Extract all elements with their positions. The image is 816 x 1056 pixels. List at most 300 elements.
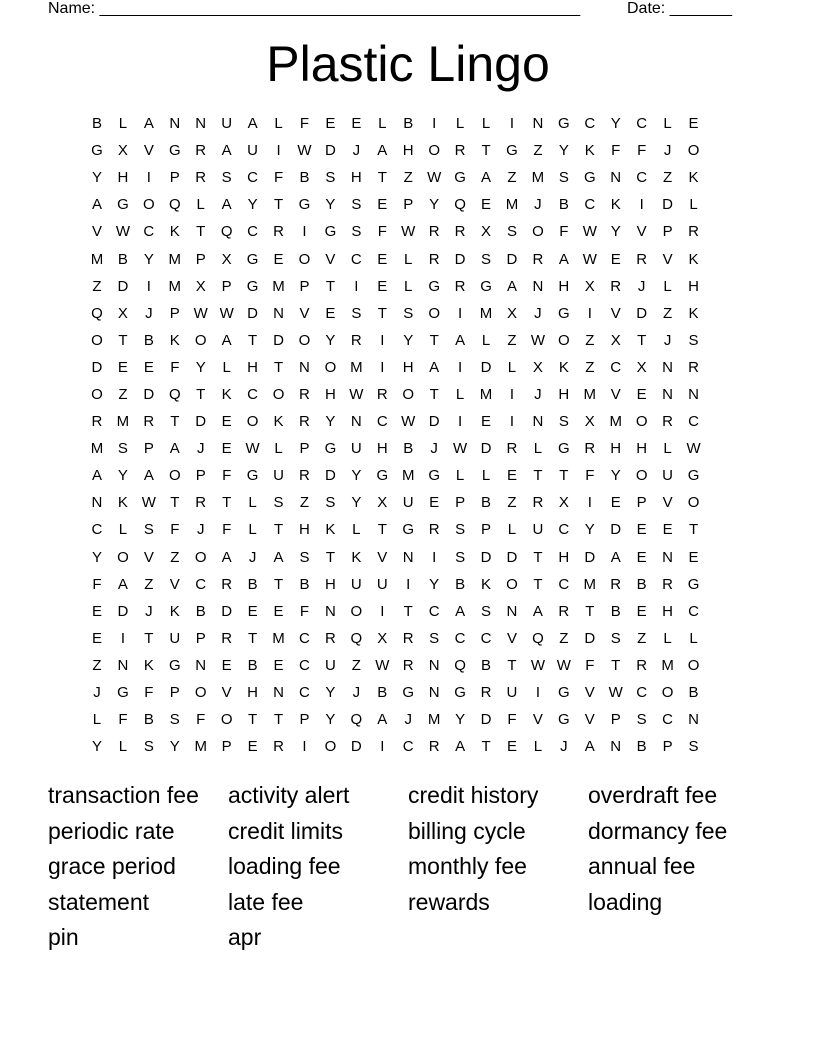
grid-letter[interactable]: V xyxy=(532,711,543,729)
grid-letter[interactable]: D xyxy=(662,196,674,214)
grid-letter[interactable]: D xyxy=(428,413,440,431)
grid-letter[interactable]: L xyxy=(378,115,387,133)
grid-letter[interactable]: B xyxy=(636,575,647,593)
grid-letter[interactable]: B xyxy=(688,684,699,702)
grid-letter[interactable]: V xyxy=(169,575,180,593)
grid-letter[interactable]: B xyxy=(91,115,102,133)
grid-letter[interactable]: L xyxy=(689,196,698,214)
grid-letter[interactable]: S xyxy=(273,494,284,512)
grid-letter[interactable]: C xyxy=(558,521,570,539)
grid-letter[interactable]: N xyxy=(299,358,310,376)
grid-letter[interactable]: F xyxy=(507,711,517,729)
grid-letter[interactable]: J xyxy=(560,738,568,756)
grid-letter[interactable]: N xyxy=(91,494,103,512)
grid-letter[interactable]: Q xyxy=(454,656,466,674)
grid-letter[interactable]: G xyxy=(246,250,259,268)
grid-letter[interactable]: B xyxy=(143,331,154,349)
grid-letter[interactable]: K xyxy=(558,358,569,376)
grid-letter[interactable]: R xyxy=(402,629,414,647)
grid-letter[interactable]: I xyxy=(380,602,385,620)
grid-letter[interactable]: H xyxy=(350,169,362,187)
grid-letter[interactable]: R xyxy=(636,656,648,674)
grid-letter[interactable]: E xyxy=(636,602,647,620)
grid-letter[interactable]: P xyxy=(221,738,232,756)
grid-letter[interactable]: H xyxy=(376,440,388,458)
grid-letter[interactable]: C xyxy=(247,223,259,241)
grid-letter[interactable]: O xyxy=(558,331,570,349)
grid-letter[interactable]: T xyxy=(144,629,154,647)
grid-letter[interactable]: N xyxy=(195,656,207,674)
grid-letter[interactable]: A xyxy=(455,602,466,620)
grid-letter[interactable]: Z xyxy=(585,331,595,349)
grid-letter[interactable]: U xyxy=(273,467,284,485)
grid-letter[interactable]: B xyxy=(299,575,310,593)
grid-letter[interactable]: R xyxy=(195,142,207,160)
grid-letter[interactable]: U xyxy=(247,142,259,160)
grid-letter[interactable]: W xyxy=(453,440,468,458)
grid-letter[interactable]: D xyxy=(636,304,648,322)
grid-letter[interactable]: C xyxy=(428,602,440,620)
grid-letter[interactable]: J xyxy=(663,142,672,160)
grid-letter[interactable]: C xyxy=(143,223,155,241)
grid-letter[interactable]: I xyxy=(276,142,281,160)
grid-letter[interactable]: J xyxy=(352,142,361,160)
grid-letter[interactable]: T xyxy=(377,521,387,539)
grid-letter[interactable]: M xyxy=(194,738,207,756)
grid-letter[interactable]: P xyxy=(169,169,180,187)
grid-letter[interactable]: Z xyxy=(507,169,517,187)
grid-letter[interactable]: I xyxy=(587,304,592,322)
grid-letter[interactable]: O xyxy=(402,385,415,403)
grid-letter[interactable]: K xyxy=(169,602,180,620)
grid-letter[interactable]: T xyxy=(273,575,284,593)
grid-letter[interactable]: S xyxy=(325,494,336,512)
grid-letter[interactable]: L xyxy=(663,115,672,133)
grid-letter[interactable]: A xyxy=(221,548,232,566)
grid-letter[interactable]: G xyxy=(454,684,466,702)
grid-letter[interactable]: M xyxy=(401,467,415,485)
grid-letter[interactable]: E xyxy=(273,602,284,620)
grid-letter[interactable]: J xyxy=(430,440,438,458)
grid-letter[interactable]: X xyxy=(584,277,595,295)
grid-letter[interactable]: L xyxy=(533,440,543,458)
grid-letter[interactable]: F xyxy=(196,711,206,729)
grid-letter[interactable]: S xyxy=(506,223,517,241)
grid-letter[interactable]: T xyxy=(559,467,569,485)
grid-letter[interactable]: U xyxy=(324,656,336,674)
grid-letter[interactable]: R xyxy=(532,494,544,512)
grid-letter[interactable]: V xyxy=(506,629,517,647)
grid-letter[interactable]: L xyxy=(481,115,491,133)
grid-letter[interactable]: K xyxy=(481,575,492,593)
grid-letter[interactable]: B xyxy=(403,115,414,133)
grid-letter[interactable]: T xyxy=(533,467,543,485)
grid-letter[interactable]: I xyxy=(432,548,437,566)
grid-letter[interactable]: L xyxy=(455,467,465,485)
grid-letter[interactable]: C xyxy=(350,250,362,268)
grid-letter[interactable]: P xyxy=(195,467,206,485)
grid-letter[interactable]: H xyxy=(610,440,622,458)
grid-letter[interactable]: A xyxy=(558,250,569,268)
grid-letter[interactable]: S xyxy=(299,548,310,566)
grid-letter[interactable]: T xyxy=(170,494,180,512)
grid-letter[interactable]: O xyxy=(687,142,700,160)
grid-letter[interactable]: L xyxy=(118,115,128,133)
grid-letter[interactable]: O xyxy=(687,494,700,512)
grid-letter[interactable]: O xyxy=(428,142,440,160)
grid-letter[interactable]: O xyxy=(272,385,285,403)
grid-letter[interactable]: S xyxy=(455,521,466,539)
grid-letter[interactable]: Z xyxy=(637,629,647,647)
grid-letter[interactable]: I xyxy=(587,494,592,512)
grid-letter[interactable]: O xyxy=(350,602,363,620)
grid-letter[interactable]: K xyxy=(610,196,621,214)
grid-letter[interactable]: I xyxy=(146,277,151,295)
grid-letter[interactable]: E xyxy=(481,413,492,431)
grid-letter[interactable]: K xyxy=(688,304,699,322)
grid-letter[interactable]: M xyxy=(272,277,285,295)
grid-letter[interactable]: L xyxy=(248,494,257,512)
grid-letter[interactable]: S xyxy=(481,602,492,620)
grid-letter[interactable]: T xyxy=(273,711,284,729)
grid-letter[interactable]: V xyxy=(143,142,154,160)
grid-letter[interactable]: J xyxy=(196,521,205,539)
grid-letter[interactable]: K xyxy=(688,169,699,187)
grid-letter[interactable]: T xyxy=(377,169,387,187)
grid-letter[interactable]: H xyxy=(636,440,648,458)
grid-letter[interactable]: H xyxy=(688,277,699,295)
grid-letter[interactable]: J xyxy=(637,277,646,295)
grid-letter[interactable]: N xyxy=(350,413,362,431)
grid-letter[interactable]: O xyxy=(324,738,337,756)
grid-letter[interactable]: O xyxy=(506,575,518,593)
grid-letter[interactable]: X xyxy=(584,413,595,431)
grid-letter[interactable]: U xyxy=(169,629,181,647)
grid-letter[interactable]: H xyxy=(402,358,414,376)
grid-letter[interactable]: X xyxy=(377,494,388,512)
grid-letter[interactable]: T xyxy=(325,548,335,566)
grid-letter[interactable]: L xyxy=(663,629,672,647)
grid-letter[interactable]: N xyxy=(610,738,622,756)
grid-letter[interactable]: T xyxy=(273,521,284,539)
grid-letter[interactable]: S xyxy=(481,250,492,268)
grid-letter[interactable]: A xyxy=(429,358,440,376)
grid-letter[interactable]: W xyxy=(115,223,130,241)
grid-letter[interactable]: T xyxy=(248,331,258,349)
grid-letter[interactable]: I xyxy=(535,684,540,702)
grid-letter[interactable]: C xyxy=(247,385,259,403)
grid-letter[interactable]: T xyxy=(222,494,232,512)
grid-letter[interactable]: T xyxy=(637,331,647,349)
grid-letter[interactable]: M xyxy=(350,358,363,376)
grid-letter[interactable]: Z xyxy=(507,494,517,512)
grid-letter[interactable]: K xyxy=(325,521,336,539)
grid-letter[interactable]: S xyxy=(688,738,699,756)
grid-letter[interactable]: B xyxy=(558,196,569,214)
grid-letter[interactable]: M xyxy=(583,575,597,593)
grid-letter[interactable]: G xyxy=(687,575,700,593)
grid-letter[interactable]: R xyxy=(454,277,466,295)
grid-letter[interactable]: D xyxy=(584,548,596,566)
grid-letter[interactable]: P xyxy=(481,521,492,539)
grid-letter[interactable]: G xyxy=(506,142,518,160)
grid-letter[interactable]: H xyxy=(247,684,259,702)
grid-letter[interactable]: Y xyxy=(584,521,595,539)
grid-letter[interactable]: I xyxy=(458,413,463,431)
grid-letter[interactable]: V xyxy=(662,250,673,268)
grid-letter[interactable]: Y xyxy=(351,467,362,485)
grid-letter[interactable]: L xyxy=(404,250,413,268)
grid-letter[interactable]: K xyxy=(143,656,154,674)
grid-letter[interactable]: C xyxy=(636,684,648,702)
grid-letter[interactable]: P xyxy=(299,440,310,458)
grid-letter[interactable]: O xyxy=(635,467,648,485)
grid-letter[interactable]: R xyxy=(610,575,622,593)
grid-letter[interactable]: F xyxy=(637,142,647,160)
grid-letter[interactable]: Y xyxy=(610,223,621,241)
grid-letter[interactable]: O xyxy=(194,684,207,702)
grid-letter[interactable]: Y xyxy=(169,738,180,756)
grid-letter[interactable]: T xyxy=(325,277,335,295)
grid-letter[interactable]: R xyxy=(299,385,310,403)
grid-letter[interactable]: Z xyxy=(403,169,413,187)
grid-letter[interactable]: L xyxy=(533,738,543,756)
grid-letter[interactable]: R xyxy=(402,656,414,674)
grid-letter[interactable]: I xyxy=(380,358,385,376)
grid-letter[interactable]: X xyxy=(610,331,621,349)
grid-letter[interactable]: C xyxy=(610,358,622,376)
grid-letter[interactable]: N xyxy=(402,548,414,566)
grid-letter[interactable]: A xyxy=(221,196,232,214)
name-field-label[interactable]: Name: ______________________________________________________ xyxy=(48,0,581,17)
grid-letter[interactable]: S xyxy=(403,304,414,322)
grid-letter[interactable]: U xyxy=(350,575,362,593)
grid-letter[interactable]: G xyxy=(583,169,596,187)
grid-letter[interactable]: W xyxy=(582,250,597,268)
grid-letter[interactable]: O xyxy=(298,331,311,349)
grid-letter[interactable]: A xyxy=(143,467,154,485)
grid-letter[interactable]: D xyxy=(143,385,155,403)
grid-letter[interactable]: L xyxy=(507,521,517,539)
grid-letter[interactable]: G xyxy=(402,684,415,702)
grid-letter[interactable]: I xyxy=(302,738,307,756)
grid-letter[interactable]: X xyxy=(195,277,206,295)
grid-letter[interactable]: W xyxy=(582,223,597,241)
grid-letter[interactable]: Q xyxy=(350,711,363,729)
grid-letter[interactable]: T xyxy=(533,575,543,593)
grid-letter[interactable]: H xyxy=(324,575,336,593)
grid-letter[interactable]: R xyxy=(662,575,674,593)
grid-letter[interactable]: R xyxy=(195,169,207,187)
grid-letter[interactable]: N xyxy=(688,385,699,403)
grid-letter[interactable]: X xyxy=(117,142,128,160)
grid-letter[interactable]: Y xyxy=(247,196,258,214)
grid-letter[interactable]: T xyxy=(170,413,180,431)
grid-letter[interactable]: O xyxy=(91,385,103,403)
grid-letter[interactable]: D xyxy=(221,602,233,620)
grid-letter[interactable]: B xyxy=(610,602,621,620)
grid-letter[interactable]: R xyxy=(454,142,466,160)
grid-letter[interactable]: G xyxy=(298,196,311,214)
grid-letter[interactable]: N xyxy=(662,385,674,403)
grid-letter[interactable]: H xyxy=(117,169,129,187)
grid-letter[interactable]: L xyxy=(274,115,283,133)
grid-letter[interactable]: A xyxy=(455,331,466,349)
grid-letter[interactable]: X xyxy=(532,358,543,376)
grid-letter[interactable]: B xyxy=(195,602,206,620)
grid-letter[interactable]: F xyxy=(144,684,154,702)
grid-letter[interactable]: E xyxy=(377,277,388,295)
grid-letter[interactable]: W xyxy=(427,169,442,187)
grid-letter[interactable]: S xyxy=(688,331,699,349)
grid-letter[interactable]: N xyxy=(273,684,284,702)
grid-letter[interactable]: S xyxy=(221,169,232,187)
grid-letter[interactable]: R xyxy=(350,331,362,349)
grid-letter[interactable]: C xyxy=(376,413,388,431)
grid-letter[interactable]: L xyxy=(118,521,128,539)
grid-letter[interactable]: N xyxy=(506,602,518,620)
grid-letter[interactable]: L xyxy=(507,358,517,376)
grid-letter[interactable]: O xyxy=(143,196,155,214)
grid-letter[interactable]: Y xyxy=(558,142,569,160)
grid-letter[interactable]: G xyxy=(324,223,337,241)
grid-letter[interactable]: W xyxy=(530,331,545,349)
grid-letter[interactable]: T xyxy=(507,656,517,674)
grid-letter[interactable]: C xyxy=(636,169,648,187)
grid-letter[interactable]: R xyxy=(480,684,492,702)
grid-letter[interactable]: T xyxy=(585,602,595,620)
grid-letter[interactable]: Y xyxy=(325,684,336,702)
grid-letter[interactable]: L xyxy=(481,467,491,485)
grid-letter[interactable]: I xyxy=(509,385,515,403)
grid-letter[interactable]: J xyxy=(145,304,153,322)
grid-letter[interactable]: D xyxy=(480,358,492,376)
grid-letter[interactable]: N xyxy=(532,115,544,133)
grid-letter[interactable]: F xyxy=(273,169,284,187)
grid-letter[interactable]: A xyxy=(91,467,102,485)
grid-letter[interactable]: P xyxy=(299,277,310,295)
grid-letter[interactable]: Z xyxy=(299,494,310,512)
grid-letter[interactable]: G xyxy=(454,169,466,187)
grid-letter[interactable]: V xyxy=(91,223,102,241)
grid-letter[interactable]: L xyxy=(248,521,257,539)
grid-letter[interactable]: D xyxy=(350,738,362,756)
grid-letter[interactable]: T xyxy=(248,629,258,647)
grid-letter[interactable]: Y xyxy=(325,413,336,431)
grid-letter[interactable]: A xyxy=(91,196,102,214)
grid-letter[interactable]: D xyxy=(610,521,622,539)
grid-letter[interactable]: F xyxy=(92,575,102,593)
grid-letter[interactable]: H xyxy=(558,385,570,403)
grid-letter[interactable]: I xyxy=(509,115,515,133)
grid-letter[interactable]: J xyxy=(93,684,101,702)
grid-letter[interactable]: N xyxy=(532,277,544,295)
grid-letter[interactable]: W xyxy=(530,656,545,674)
grid-letter[interactable]: G xyxy=(168,142,181,160)
grid-letter[interactable]: C xyxy=(91,521,103,539)
grid-letter[interactable]: T xyxy=(118,331,128,349)
grid-letter[interactable]: K xyxy=(688,250,699,268)
grid-letter[interactable]: A xyxy=(117,575,128,593)
grid-letter[interactable]: S xyxy=(325,169,336,187)
grid-letter[interactable]: Q xyxy=(532,629,544,647)
grid-letter[interactable]: R xyxy=(584,440,596,458)
grid-letter[interactable]: I xyxy=(302,223,307,241)
grid-letter[interactable]: D xyxy=(324,142,336,160)
grid-letter[interactable]: C xyxy=(688,413,699,431)
grid-letter[interactable]: E xyxy=(351,115,362,133)
grid-letter[interactable]: J xyxy=(404,711,412,729)
grid-letter[interactable]: R xyxy=(688,223,699,241)
grid-letter[interactable]: T xyxy=(273,196,284,214)
grid-letter[interactable]: X xyxy=(221,250,232,268)
grid-letter[interactable]: V xyxy=(584,711,595,729)
grid-letter[interactable]: O xyxy=(91,331,103,349)
grid-letter[interactable]: R xyxy=(610,277,622,295)
grid-letter[interactable]: C xyxy=(480,629,492,647)
grid-letter[interactable]: D xyxy=(454,250,466,268)
grid-letter[interactable]: Y xyxy=(91,548,102,566)
grid-letter[interactable]: D xyxy=(506,250,518,268)
grid-letter[interactable]: N xyxy=(428,684,440,702)
grid-letter[interactable]: X xyxy=(117,304,128,322)
grid-letter[interactable]: I xyxy=(120,629,125,647)
grid-letter[interactable]: E xyxy=(377,250,388,268)
grid-letter[interactable]: T xyxy=(429,331,439,349)
grid-letter[interactable]: P xyxy=(403,196,414,214)
grid-letter[interactable]: S xyxy=(351,304,362,322)
grid-letter[interactable]: Z xyxy=(663,304,673,322)
grid-letter[interactable]: S xyxy=(351,223,362,241)
grid-letter[interactable]: E xyxy=(273,250,284,268)
grid-letter[interactable]: L xyxy=(92,711,102,729)
grid-letter[interactable]: O xyxy=(168,467,181,485)
grid-letter[interactable]: Z xyxy=(585,358,595,376)
grid-letter[interactable]: E xyxy=(506,467,517,485)
grid-letter[interactable]: E xyxy=(325,115,336,133)
grid-letter[interactable]: C xyxy=(558,575,570,593)
grid-letter[interactable]: M xyxy=(531,169,545,187)
grid-letter[interactable]: K xyxy=(221,385,232,403)
grid-letter[interactable]: P xyxy=(610,711,621,729)
grid-letter[interactable]: Z xyxy=(351,656,361,674)
grid-letter[interactable]: B xyxy=(117,250,128,268)
grid-letter[interactable]: Q xyxy=(168,385,181,403)
grid-letter[interactable]: V xyxy=(610,304,621,322)
grid-letter[interactable]: H xyxy=(324,385,336,403)
grid-letter[interactable]: Y xyxy=(91,738,102,756)
grid-letter[interactable]: A xyxy=(247,115,258,133)
grid-letter[interactable]: W xyxy=(608,684,623,702)
grid-letter[interactable]: I xyxy=(458,304,463,322)
grid-letter[interactable]: O xyxy=(298,250,311,268)
grid-letter[interactable]: G xyxy=(558,440,570,458)
grid-letter[interactable]: U xyxy=(662,467,674,485)
grid-letter[interactable]: K xyxy=(273,413,284,431)
grid-letter[interactable]: J xyxy=(248,548,257,566)
grid-letter[interactable]: H xyxy=(662,602,674,620)
grid-letter[interactable]: A xyxy=(455,738,466,756)
grid-letter[interactable]: P xyxy=(221,277,232,295)
grid-letter[interactable]: Y xyxy=(610,467,621,485)
grid-letter[interactable]: S xyxy=(429,629,440,647)
grid-letter[interactable]: A xyxy=(584,738,595,756)
grid-letter[interactable]: D xyxy=(584,629,596,647)
grid-letter[interactable]: P xyxy=(636,494,647,512)
grid-letter[interactable]: F xyxy=(585,656,595,674)
grid-letter[interactable]: R xyxy=(454,223,466,241)
grid-letter[interactable]: L xyxy=(352,521,361,539)
